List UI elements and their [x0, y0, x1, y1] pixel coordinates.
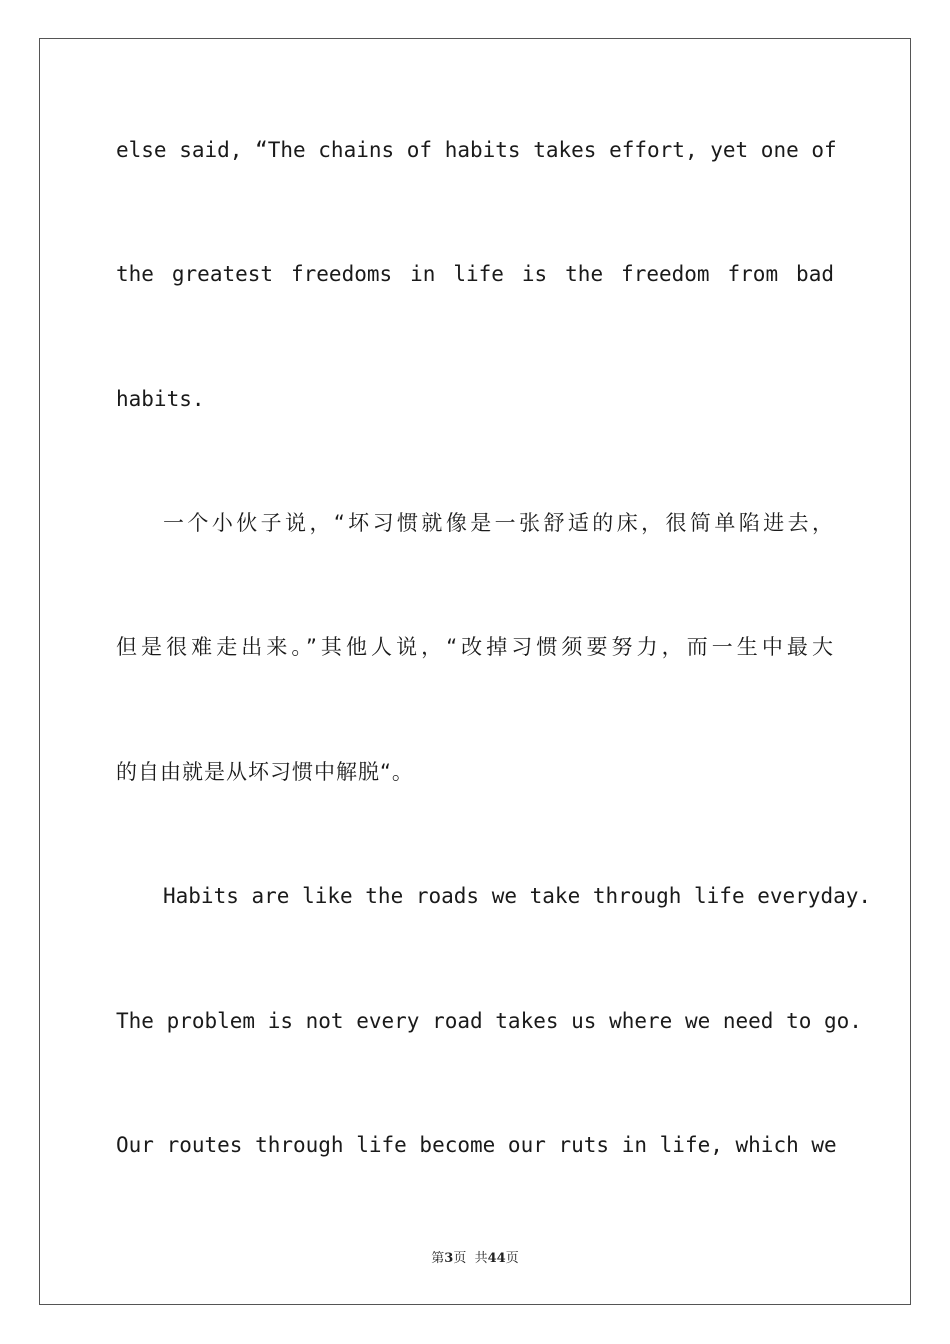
- footer-mid: 页 共: [453, 1251, 488, 1266]
- text-line-8: The problem is not every road takes us where we need to go.: [116, 1009, 862, 1033]
- page-frame: [39, 38, 911, 1305]
- footer-page-number: 3: [444, 1251, 454, 1266]
- text-line-6: 的自由就是从坏习惯中解脱“。: [116, 760, 414, 784]
- text-line-5: 但是很难走出来。”其他人说，“改掉习惯须要努力，而一生中最大: [116, 635, 834, 659]
- text-line-4: 一个小伙子说，“坏习惯就像是一张舒适的床，很简单陷进去，: [163, 511, 834, 535]
- footer-suffix: 页: [505, 1251, 519, 1266]
- text-line-7: Habits are like the roads we take through life everyday.: [163, 884, 872, 908]
- footer-total-pages: 44: [487, 1251, 506, 1266]
- text-line-9: Our routes through life become our ruts in life, which we: [116, 1133, 837, 1157]
- footer-prefix: 第: [431, 1251, 445, 1266]
- page-footer: [0, 1247, 950, 1266]
- text-line-2: the greatest freedoms in life is the freedom from bad: [116, 262, 834, 286]
- text-line-1: else said, “The chains of habits takes effort, yet one of: [116, 138, 837, 162]
- text-line-3: habits.: [116, 387, 205, 411]
